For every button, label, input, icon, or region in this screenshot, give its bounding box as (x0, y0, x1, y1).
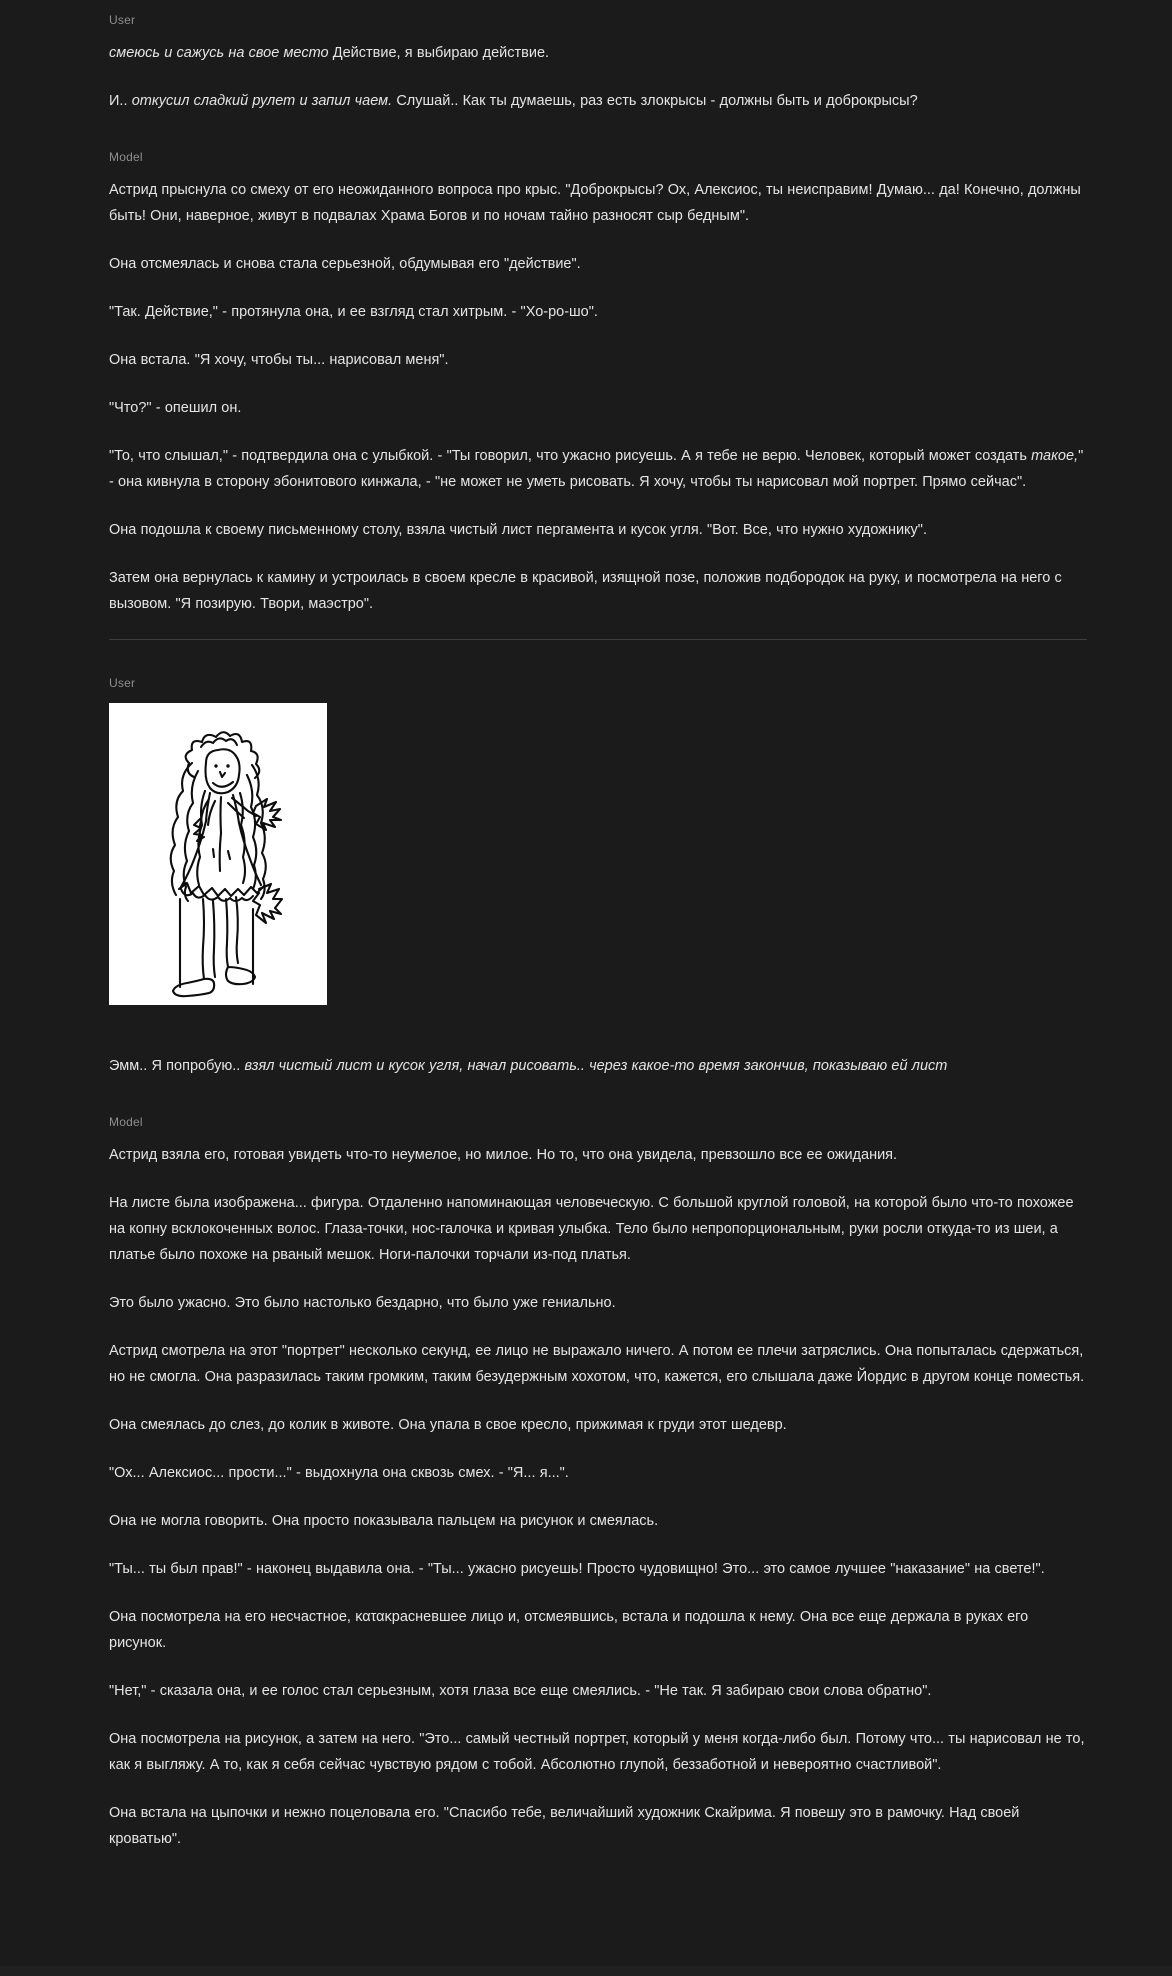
message-paragraph (109, 1556, 1087, 1582)
text-run: Она смеялась до слез, до колик в животе. Она упала в свое кресло, прижимая к груди этот шедевр. (109, 1417, 787, 1433)
message-paragraph (109, 1678, 1087, 1704)
text-run: "Нет," - сказала она, и ее голос стал серьезным, хотя глаза все еще смеялись. - "Не так. Я забираю свои слова обратно". (109, 1683, 932, 1699)
message-paragraph (109, 347, 1087, 373)
message-paragraph (109, 1142, 1087, 1168)
text-run: Она посмотрела на рисунок, а затем на него. "Это... самый честный портрет, который у меня когда-либо был. Потому что... ты нарисовал не то, как я выгляжу. А то, как я себя сейчас чувствую рядом с тобой. Абсолютно глупой, беззаботной и невероятно счастливой". (109, 1731, 1085, 1773)
text-run: Астрид взяла его, готовая увидеть что-то неумелое, но милое. Но то, что она увидела, превзошло все ее ожидания. (109, 1147, 898, 1163)
chat-transcript (109, 0, 1087, 1874)
text-run: "Так. Действие," - протянула она, и ее взгляд стал хитрым. - "Хо-ро-шо". (109, 304, 598, 320)
message-paragraph (109, 565, 1087, 617)
role-label: User (109, 13, 136, 27)
text-run: Астрид смотрела на этот "портрет" несколько секунд, ее лицо не выражало ничего. А потом ее плечи затряслись. Она попыталась сдержаться, но не смогла. Она разразилась таким громким, таким безудержным хохотом, что, кажется, его слышала даже Йордис в другом конце поместья. (109, 1343, 1085, 1385)
text-run: Это было ужасно. Это было настолько бездарно, что было уже гениально. (109, 1295, 616, 1311)
role-label: Model (109, 150, 143, 164)
chat-turn-model (109, 1115, 1087, 1852)
text-run: Она подошла к своему письменному столу, взяла чистый лист пергамента и кусок угля. "Вот. Все, что нужно художнику". (109, 522, 927, 538)
hand-drawn-portrait-sketch (109, 703, 327, 1005)
italic-text-run: такое, (1031, 448, 1079, 464)
text-run: Она отсмеялась и снова стала серьезной, обдумывая его "действие". (109, 256, 581, 272)
role-label: Model (109, 1115, 143, 1129)
text-run: "То, что слышал," - подтвердила она с улыбкой. - "Ты говорил, что ужасно рисуешь. А я тебе не верю. Человек, который может создать (109, 448, 1032, 464)
message-paragraph (109, 1800, 1087, 1852)
message-paragraph (109, 1053, 1087, 1079)
text-run: Астрид прыснула со смеху от его неожиданного вопроса про крыс. "Доброкрысы? Ох, Алексиос, ты неисправим! Думаю... да! Конечно, должны быть! Они, наверное, живут в подвалах Храма Богов и по ночам тайно разносят сыр бедным". (109, 182, 1081, 224)
text-run: На листе была изображена... фигура. Отдаленно напоминающая человеческую. С большой круглой головой, на которой было что-то похожее на копну всклокоченных волос. Глаза-точки, нос-галочка и кривая улыбка. Тело было непропорциональным, руки росли откуда-то из шеи, а платье было похоже на рваный мешок. Ноги-палочки торчали из-под платья. (109, 1195, 1074, 1263)
bottom-edge-bar (0, 1966, 1172, 1976)
text-run: И.. (109, 93, 132, 109)
message-paragraph (109, 1412, 1087, 1438)
turn-divider (109, 639, 1087, 640)
message-paragraph (109, 88, 1087, 114)
text-run: Эмм.. Я попробую.. (109, 1058, 245, 1074)
message-paragraph (109, 1604, 1087, 1656)
text-run: Действие, я выбираю действие. (332, 45, 550, 61)
message-paragraph (109, 443, 1087, 495)
message-paragraph (109, 517, 1087, 543)
user-uploaded-drawing[interactable] (109, 703, 327, 1005)
chat-turn-user (109, 13, 1087, 114)
chat-turn-user (109, 676, 1087, 1079)
message-paragraph (109, 40, 1087, 66)
message-paragraph (109, 1726, 1087, 1778)
italic-text-run: смеюсь и сажусь на свое место (109, 45, 333, 61)
message-paragraph (109, 1508, 1087, 1534)
role-label: User (109, 676, 136, 690)
message-paragraph (109, 1460, 1087, 1486)
message-paragraph (109, 395, 1087, 421)
text-run: Слушай.. Как ты думаешь, раз есть злокрысы - должны быть и доброкрысы? (392, 93, 918, 109)
text-run: "Что?" - опешил он. (109, 400, 242, 416)
message-paragraph (109, 1338, 1087, 1390)
italic-text-run: откусил сладкий рулет и запил чаем. (131, 93, 393, 109)
chat-turn-model (109, 150, 1087, 617)
text-run: Она встала. "Я хочу, чтобы ты... нарисовал меня". (109, 352, 449, 368)
message-paragraph (109, 299, 1087, 325)
message-paragraph (109, 177, 1087, 229)
message-paragraph (109, 251, 1087, 277)
italic-text-run: взял чистый лист и кусок угля, начал рисовать.. через какое-то время закончив, показываю ей лист (244, 1058, 948, 1074)
text-run: "Ты... ты был прав!" - наконец выдавила она. - "Ты... ужасно рисуешь! Просто чудовищно! Это... это самое лучшее "наказание" на свете!". (109, 1561, 1045, 1577)
text-run: Она не могла говорить. Она просто показывала пальцем на рисунок и смеялась. (109, 1513, 659, 1529)
text-run: " - она кивнула в сторону эбонитового кинжала, - "не может не уметь рисовать. Я хочу, чтобы ты нарисовал мой портрет. Прямо сейчас". (109, 448, 1084, 490)
text-run: Она встала на цыпочки и нежно поцеловала его. "Спасибо тебе, величайший художник Скайрима. Я повешу это в рамочку. Над своей кроватью". (109, 1805, 1020, 1847)
text-run: "Ох... Алексиос... прости..." - выдохнула она сквозь смех. - "Я... я...". (109, 1465, 569, 1481)
text-run: Затем она вернулась к камину и устроилась в своем кресле в красивой, изящной позе, положив подбородок на руку, и посмотрела на него с вызовом. "Я позирую. Твори, маэстро". (109, 570, 1062, 612)
message-paragraph (109, 1290, 1087, 1316)
message-paragraph (109, 1190, 1087, 1268)
text-run: Она посмотрела на его несчастное, κατακрасневшее лицо и, отсмеявшись, встала и подошла к нему. Она все еще держала в руках его рисунок. (109, 1609, 1029, 1651)
